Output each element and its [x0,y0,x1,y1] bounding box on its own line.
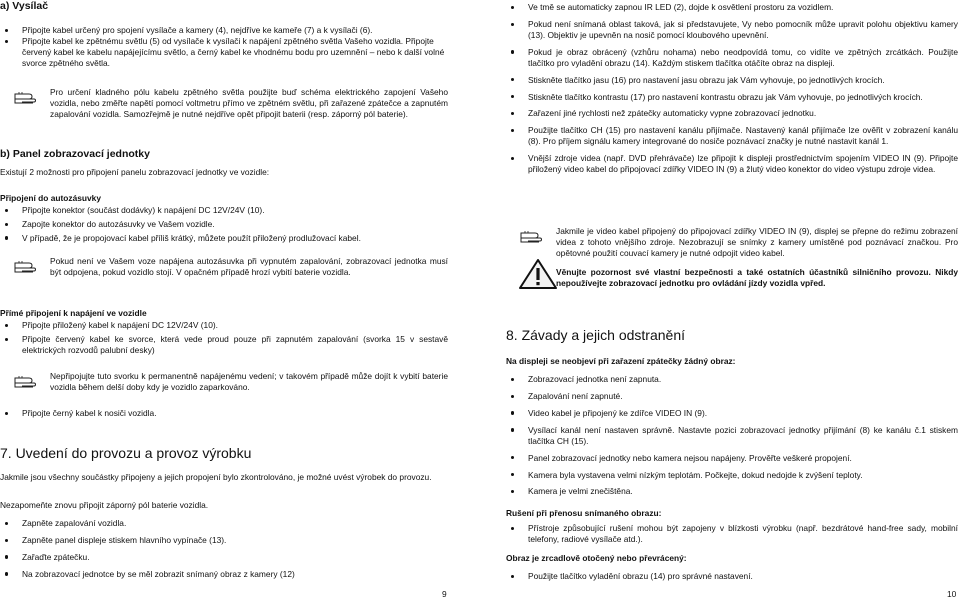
list-item: Přístroje způsobující rušení mohou být zapojeny v blízkosti výrobku (např. bezdrátové hand-free sady, mobilní telefony, radiové vysílače atd.). [506,523,958,545]
noise-list [506,523,958,545]
list-item: Panel zobrazovací jednotky nebo kamera nejsou napájeny. Prověřte veškeré propojení. [506,453,958,464]
list-item: Na zobrazovací jednotce by se měl zobrazit snímaný obraz z kamery (12) [0,569,448,580]
note-text: Nepřipojujte tuto svorku k permanentně napájenému vedení; v takovém případě může dojít k vybití baterie vozidla během delší doby kdy je vozidlo zaparkováno. [50,371,448,392]
pointing-hand-icon [520,228,546,244]
list-item: Připojte kabel ke zpětnému světlu (5) od vysílače k vysílači k napájení zpětného světla Vašeho vozidla. Připojte červený kabel ke kabelu napájejícímu světlo, a černý kabel ke vhodnému bodu pro uzemnění – nebo k další volné svorce zpětného světla. [0,36,448,69]
list-item: Zařazení jiné rychlosti než zpátečky automaticky vypne zobrazovací jednotku. [506,108,958,119]
note-positive-pole [0,87,448,120]
list-item: Vnější zdroje videa (např. DVD přehrávače) lze připojit k displeji prostřednictvím spojením VIDEO IN (9). Připojte přiložený video kabel do připojovací zdířky VIDEO IN (9) a žlutý video konektor do video výstupu zdroje videa. [506,153,958,175]
list-item: Video kabel je připojený ke zdířce VIDEO IN (9). [506,408,958,419]
list-item: Připojte červený kabel ke svorce, která vede proud pouze při zapnutém zapalování (svorka 15 v sestavě elektrických rozvodů palubní desky) [0,334,448,356]
list-item: Použijte tlačítko CH (15) pro nastavení kanálu přijímače. Nastavený kanál přijímače lze ověřit v zobrazení kanálu (8). Pro příjem signálu kamery integrované do nosiče poznávací značky je nutné nastavit kanál 1. [506,125,958,147]
section-7-intro: Jakmile jsou všechny součástky připojeny a jejich propojení bylo zkontrolováno, je možné uvést výrobek do provozu. [0,472,432,482]
note-video-in [506,226,958,289]
lighter-list [0,205,448,244]
pointing-hand-icon [14,89,40,105]
list-item: Ve tmě se automaticky zapnou IR LED (2), dojde k osvětlení prostoru za vozidlem. [506,2,958,13]
section-a-heading [0,0,448,14]
list-item: Pokud není snímaná oblast taková, jak si představujete, Vy nebo pomocník může upravit polohu objektivu kamery (13). Objektiv je upevněn na nosič pomocí kloubového upevnění. [506,19,958,41]
section-a-list [0,25,448,69]
list-item: Zobrazovací jednotka není zapnuta. [506,374,958,385]
note-socket-power [0,256,448,278]
warning-text: Věnujte pozornost své vlastní bezpečnosti a také ostatních účastníků silničního provozu. Nikdy nepoužívejte zobrazovací jednotku pro ovládání jízdy vozidla vpřed. [556,266,958,288]
section-7-intro-2: Nezapomeňte znovu připojit záporný pól baterie vozidla. [0,500,209,510]
pointing-hand-icon [14,373,40,389]
section-8-title: 8. Závady a jejich odstranění [506,327,685,343]
list-item: Zapojte konektor do autozásuvky ve Vašem vozidle. [0,219,448,230]
list-item: Zapalování není zapnuté. [506,391,958,402]
note-text: Pro určení kladného pólu kabelu zpětného světla použijte buď schéma elektrického zapojení Vašeho vozidla, nebo změřte napětí pomocí voltmetru přímo ve zpětném světlu, při zařazené zpátečce a zapnutém zapalování vozidla. Samozřejmě je nutné nejdříve opět připojit baterii (resp. záporný pól baterie). [50,87,448,119]
list-item: Kamera byla vystavena velmi nízkým teplotám. Počkejte, dokud nedojde k zvýšení teploty. [506,470,958,481]
pointing-hand-icon [14,258,40,274]
mirror-title: Obraz je zrcadlově otočený nebo převrácený: [506,553,687,563]
section-7-title: 7. Uvedení do provozu a provoz výrobku [0,445,252,461]
section-7-list [0,518,448,580]
noise-title: Rušení při přenosu snímaného obrazu: [506,508,662,518]
list-item: Kamera je velmi znečištěna. [506,486,958,497]
mirror-list [506,571,958,582]
list-item: Připojte černý kabel k nosiči vozidla. [0,408,448,419]
note-text: Pokud není ve Vašem voze napájena autozásuvka při vypnutém zapalování, zobrazovací jednotka musí být odpojena, pokud vozidlo stojí. V opačném případě hrozí vybití baterie vozidla. [50,256,448,277]
section-a-title: a) Vysílač [0,0,49,12]
list-item: Vysílací kanál není nastaven správně. Nastavte pozici zobrazovací jednotky přijímání (8) ke kanálu č.1 stiskem tlačítka CH (15). [506,425,958,447]
no-image-list [506,374,958,497]
direct-title: Přímé připojení k napájení ve vozidle [0,308,147,318]
note-permanent-line [0,371,448,393]
note-text: Jakmile je video kabel připojený do připojovací zdířky VIDEO IN (9), displej se přepne do režimu zobrazení videa z tohoto vnějšího zdroje. Nezobrazují se snímky z kamery umístěné pod poznávací značkou. Pro opětovné použití couvací kamery je nutné odpojit video kabel. [556,226,958,258]
list-item: V případě, že je propojovací kabel příliš krátký, můžete použít přiložený prodlužovací kabel. [0,233,448,244]
section-8-heading [506,326,958,344]
list-item: Zapněte panel displeje stiskem hlavního vypínače (13). [0,535,448,546]
list-item: Stiskněte tlačítko jasu (16) pro nastavení jasu obrazu jak Vám vyhovuje, po jednotlivých krocích. [506,75,958,86]
section-7-heading [0,444,448,462]
list-item: Připojte kabel určený pro spojení vysílače a kamery (4), nejdříve ke kameře (7) a k vysílači (6). [0,25,448,36]
list-item: Pokud je obraz obrácený (vzhůru nohama) nebo neodpovídá tomu, co vidíte ve zpětných zrcátkách. Použijte tlačítko pro vyladění obrazu (14). Každým stiskem tlačítka otáčíte obraz na displeji. [506,47,958,69]
page-number-left: 9 [442,589,447,599]
page-number-right: 10 [947,589,957,599]
lighter-title: Připojení do autozásuvky [0,193,101,203]
list-item: Použijte tlačítko vyladění obrazu (14) pro správné nastavení. [506,571,958,582]
list-item: Připojte přiložený kabel k napájení DC 12V/24V (10). [0,320,448,331]
list-item: Stiskněte tlačítko kontrastu (17) pro nastavení kontrastu obrazu jak Vám vyhovuje, po jednotlivých krocích. [506,92,958,103]
operation-list [506,2,958,175]
no-image-title: Na displeji se neobjeví při zařazení zpátečky žádný obraz: [506,356,736,366]
list-item: Zapněte zapalování vozidla. [0,518,448,529]
section-b-heading [0,148,448,162]
section-b-title: b) Panel zobrazovací jednotky [0,148,150,160]
list-item: Připojte konektor (součást dodávky) k napájení DC 12V/24V (10). [0,205,448,216]
direct-list-end [0,408,448,419]
direct-list [0,320,448,356]
section-b-intro: Existují 2 možnosti pro připojení panelu zobrazovací jednotky ve vozidle: [0,167,270,177]
warning-triangle-icon [518,258,558,290]
list-item: Zařaďte zpátečku. [0,552,448,563]
